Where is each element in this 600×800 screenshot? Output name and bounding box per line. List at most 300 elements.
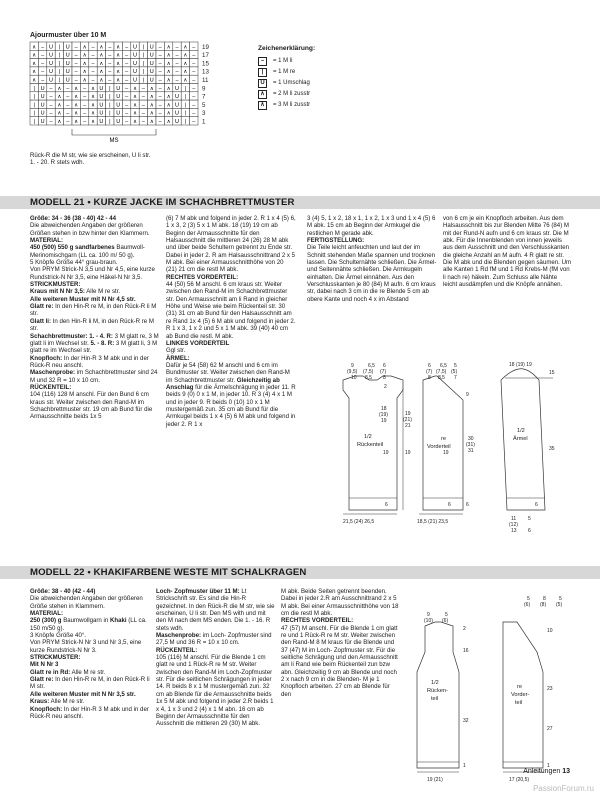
chart-cell-symbol: U (49, 77, 53, 84)
text-run: Maschenprobe: (156, 632, 202, 640)
text-run: Knopfloch: (30, 354, 63, 362)
text-run: Die Teile leicht anfeuchten und laut der im Schnitt stehenden Maße spannen und trocknen lassen. Die Schulternähte schließen. Die Ärmel- und Seitennähte schließen. Die Armkugeln einhalten. Die Ärmel einnähen. Aus den Verschlusskanten je 80 (84) M aufn. 6 cm kraus str, dabei nach 3 cm in die re Blende 5 cm ab obere Kante und noch 4 x im Abstand (307, 244, 437, 303)
chart-cell-symbol: U (40, 102, 45, 109)
chart-cell-symbol: U (116, 85, 121, 92)
chart-cell-symbol: – (41, 60, 45, 67)
chart-cell-symbol: U (40, 85, 45, 92)
chart-cell-symbol: – (49, 102, 53, 109)
chart-cell-symbol: | (33, 94, 35, 101)
text-run: (6) 7 M abk und folgend in jeder 2. R 1 x 4 (5) 6, 1 x 3, 2 (3) 5 x 1 M abk. 18 (19) 19 cm ab Beginn der Armausschnitte für den Halsausschnitt die mittleren 24 (26) 28 M abk und über beide Schultern getrennt zu Ende str. Dabei in jeder 2. R am Halsausschnittrand 2 x 5 M abk. Bei einer Armausschnitthöhe von 20 (21) 21 cm die restl M abk. (166, 215, 296, 274)
chart-cell-symbol: – (66, 102, 70, 109)
text-paragraph (30, 288, 160, 295)
chart-cell-symbol: ∧ (90, 85, 96, 92)
text-run: Baumwollgarn in (61, 617, 110, 625)
chart-cell-symbol: ∧ (116, 60, 121, 67)
m21-sleeve-len: 35 (549, 446, 555, 452)
text-paragraph (30, 610, 150, 617)
chart-cell-symbol: – (141, 94, 145, 101)
chart-cell-symbol: – (83, 102, 87, 109)
chart-cell-symbol: – (125, 60, 129, 67)
m22-front-top-a-2: (6) (524, 602, 531, 608)
m22-back-top-a-2: (10) (424, 618, 433, 624)
watermark: PassionForum.ru (533, 784, 594, 793)
text-run: Größe: 38 - 40 (42 - 44) (30, 588, 96, 595)
chart-title: Ajourmuster über 10 M (30, 32, 107, 39)
m21-front-bottom: 6 (448, 502, 451, 508)
chart-cell-symbol: ∧ (74, 102, 79, 109)
m21-back-top-c-3: 8 (383, 375, 386, 381)
m21-sleeve-w2-1: 5 (528, 516, 531, 522)
chart-cell-symbol: – (83, 94, 87, 101)
m22-back-outline (417, 622, 459, 768)
chart-cell-symbol: ∧ (166, 119, 171, 125)
text-run: FERTIGSTELLUNG: (307, 237, 365, 245)
chart-cell-symbol: | (109, 119, 111, 125)
chart-cell-symbol: U (175, 110, 179, 117)
chart-cell-symbol: U (149, 77, 154, 84)
chart-cell-symbol: | (142, 69, 145, 76)
legend-label: = 2 M li zusstr (273, 91, 311, 98)
chart-cell-symbol: ∧ (32, 60, 37, 67)
m21-back-bottom: 6 (385, 502, 388, 508)
text-paragraph (30, 706, 150, 721)
chart-cell-symbol: ∧ (82, 44, 87, 51)
text-run: Lt Strickschrift str. Es sind die Hin-R gezeichnet. In den Rück-R die M str, wie sie erscheinen, U li str. Den MS with und mit den M nach dem MS enden. Die 1. - 16. R stets wdh. (156, 588, 275, 632)
m22-front-bottom: 1 (547, 763, 550, 769)
text-paragraph (30, 617, 150, 632)
chart-cell-symbol: ∧ (116, 52, 121, 59)
chart-cell-symbol: U (49, 52, 53, 59)
chart-cell-symbol: – (125, 102, 129, 109)
chart-cell-symbol: – (91, 44, 95, 51)
chart-cell-symbol: – (158, 85, 162, 92)
chart-cell-symbol: U (149, 60, 154, 67)
chart-cell-symbol: ∧ (90, 94, 96, 101)
text-run: MATERIAL: (30, 610, 64, 618)
m21-back-h-19a: (19) (379, 412, 388, 418)
m22-col-3 (281, 588, 401, 698)
chart-cell-symbol: ∧ (82, 60, 87, 67)
text-run: Glatt re: (30, 676, 54, 684)
chart-cell-symbol: – (158, 44, 162, 51)
text-paragraph (30, 588, 150, 595)
m21-sleeve-top: 18 (19) 19 (509, 362, 532, 368)
chart-cell-symbol: – (49, 85, 53, 92)
text-paragraph (30, 595, 150, 610)
text-run: RECHTES VORDERTEIL: (166, 273, 239, 281)
m21-sleeve-w1-2: (12) (509, 522, 518, 528)
text-run: Schachbrettmuster: 1. - 4. R: (30, 332, 113, 340)
text-paragraph (30, 237, 160, 244)
m21-back-top-a-2: (9,5) (347, 369, 358, 375)
text-run: Khaki (109, 617, 127, 625)
text-paragraph (166, 355, 296, 362)
text-run: Glatt li: (30, 317, 51, 325)
chart-cell-symbol: ∧ (166, 44, 171, 51)
legend-item (258, 56, 315, 67)
chart-cell-symbol: – (158, 119, 162, 125)
m22-col-2 (156, 588, 276, 728)
text-paragraph (156, 632, 276, 647)
chart-cell-symbol: – (49, 94, 53, 101)
text-paragraph (30, 259, 160, 266)
chart-cell-symbol: U (65, 52, 70, 59)
ms-bracket (72, 129, 156, 135)
text-paragraph (30, 632, 150, 639)
chart-cell-symbol: – (125, 119, 129, 125)
chart-cell-symbol: U (175, 102, 179, 109)
chart-cell-symbol: U (175, 85, 179, 92)
text-paragraph (443, 215, 573, 288)
m21-sleeve-label-1: 1/2 (517, 428, 525, 434)
chart-cell-symbol: | (184, 85, 187, 92)
chart-cell-symbol: ∧ (90, 110, 96, 117)
text-paragraph (30, 215, 160, 222)
text-paragraph (30, 369, 160, 384)
chart-cell-symbol: – (108, 77, 112, 84)
text-paragraph (281, 617, 401, 624)
chart-cell-symbol: ∧ (166, 69, 171, 76)
m21-back-h2-3: 21 (405, 423, 411, 429)
chart-cell-symbol: | (184, 102, 187, 109)
lace-pattern-chart (30, 42, 235, 150)
m21-sleeve-w2-2: 6 (528, 528, 531, 534)
chart-cell-symbol: – (74, 69, 78, 76)
chart-cell-symbol: | (109, 85, 111, 92)
m22-front-top-b-1: 8 (543, 596, 546, 602)
chart-cell-symbol: | (184, 110, 187, 117)
chart-cell-symbol: U (49, 60, 53, 67)
text-run: Ggl str. (166, 347, 186, 355)
m21-sleeve-bottom: 6 (535, 502, 538, 508)
text-run: von 6 cm je ein Knopfloch arbeiten. Aus dem Halsausschnitt bis zur Blenden Mitte 76 (84) M mit der Rund-N aufn und 6 cm kraus str. Die M abk. Für die Innenblenden von innen jeweils aus dem Ausschnitt und den Verschlusskanten die gleiche Anzahl an M aufn. 4 R glatt re str. Die M abk und die Blenden gegen säumen. Um alle Kanten 1 Rd fM und 1 Rd Krebs-M (fM von li nach re) häkeln. Zum Schluss alle Nähte leicht ausdämpfen und die Knöpfe annähen. (443, 215, 572, 289)
text-paragraph (30, 654, 150, 661)
chart-cell-symbol: | (58, 69, 61, 76)
m22-back-label-1: 1/2 (431, 680, 439, 686)
chart-cell-symbol: U (133, 60, 137, 67)
chart-cell-symbol: ∧ (116, 44, 121, 51)
text-run: MATERIAL: (30, 237, 64, 245)
legend-item (258, 100, 315, 111)
m21-front-top-a-1: 6 (428, 363, 431, 369)
text-paragraph (30, 303, 160, 318)
m21-schematic (305, 340, 585, 534)
chart-cell-symbol: – (175, 52, 179, 59)
chart-cell-symbol: U (49, 69, 53, 76)
m22-back-len: 32 (463, 718, 469, 724)
text-run: In den Hin-R re M, in den Rück-R li M str. (30, 676, 150, 691)
chart-cell-symbol: ∧ (82, 52, 87, 59)
chart-cell-symbol: ∧ (82, 69, 87, 76)
chart-cell-symbol: U (149, 69, 154, 76)
chart-cell-symbol: U (99, 85, 104, 92)
chart-cell-symbol: ∧ (99, 52, 104, 59)
chart-cell-symbol: ∧ (183, 77, 188, 84)
text-run: Die abweichenden Angaben der größeren Größen stehen in bzw hinter den Klammern. (30, 222, 150, 237)
chart-cell-symbol: ∧ (82, 77, 87, 84)
m22-back-h1: 2 (463, 626, 466, 632)
m21-front-h2-2: (31) (466, 442, 475, 448)
m22-back-label-2: Rücken- (427, 688, 448, 694)
m21-back-label-2: Rückenteil (357, 442, 384, 448)
text-run: Knopfloch: (30, 705, 63, 713)
chart-row-number: 7 (202, 93, 206, 101)
m21-sleeve-cap: 15 (549, 370, 555, 376)
chart-cell-symbol: – (141, 85, 145, 92)
text-run: 104 (116) 128 M anschl. Für den Bund 6 cm kraus str. Weiter zwischen den Rand-M im Schachbrettmuster str. 19 cm ab Bund für die Armausschnitte beids 1x 5 (30, 391, 153, 421)
m21-back-mid: 19 (383, 450, 389, 456)
m21-front-top-a-2: (7) (426, 369, 433, 375)
chart-cell-symbol: – (66, 85, 70, 92)
text-paragraph (166, 347, 296, 354)
chart-cell-symbol: | (109, 94, 111, 101)
m21-back-mid2: 19 (405, 450, 411, 456)
chart-cell-symbol: ∧ (99, 44, 104, 51)
chart-row-number: 11 (202, 77, 209, 84)
chart-cell-symbol: – (141, 119, 145, 125)
text-run: Mit N Nr 3 (30, 661, 59, 669)
chart-cell-symbol: | (33, 85, 35, 92)
chart-cell-symbol: U (40, 110, 45, 117)
chart-cell-symbol: ∧ (116, 69, 121, 76)
m21-back-width: 21,5 (24) 26,5 (343, 519, 375, 525)
text-run: (LL ca. 150 m/50 g). (30, 617, 147, 632)
chart-cell-symbol: – (108, 60, 112, 67)
m22-front-h1: 10 (547, 628, 553, 634)
chart-cell-symbol: – (125, 44, 129, 51)
chart-cell-symbol: – (41, 44, 45, 51)
m21-back-top-c-2: (7) (380, 369, 387, 375)
chart-cell-symbol: ∧ (90, 102, 96, 109)
text-paragraph (30, 318, 160, 333)
chart-cell-symbol: ∧ (99, 60, 104, 67)
m21-back-top-b-1: 6,5 (368, 363, 375, 369)
m22-back-top-a-1: 9 (427, 612, 430, 618)
text-run: Alle weiteren Muster mit N Nr 4,5 str. (30, 295, 136, 303)
m22-front-label-1: re (517, 684, 522, 690)
chart-cell-symbol: – (91, 52, 95, 59)
text-run: Die abweichenden Angaben der größeren Größe stehen in Klammern. (30, 595, 143, 610)
chart-cell-symbol: | (142, 60, 145, 67)
chart-cell-symbol: ∧ (166, 85, 171, 92)
chart-cell-symbol: – (175, 69, 179, 76)
legend-symbol-icon: | (258, 68, 267, 77)
chart-cell-symbol: | (109, 110, 111, 117)
chart-cell-symbol: ∧ (132, 102, 138, 109)
text-run: In der Hin-R 3 M abk und in der Rück-R neu anschl. (30, 705, 149, 720)
text-run: 3 Knöpfe Größe 40°. (30, 632, 86, 640)
chart-cell-symbol: ∧ (32, 52, 37, 59)
chart-cell-symbol: U (149, 44, 154, 51)
chart-note-2: 1. - 20. R stets wdh. (30, 159, 85, 167)
m21-col-2 (166, 215, 296, 428)
text-run: Alle M re str. (70, 668, 106, 676)
text-paragraph (30, 639, 150, 654)
chart-cell-symbol: – (158, 110, 162, 117)
legend-symbol-icon: – (258, 57, 267, 66)
legend-label: = 1 Umschlag (273, 80, 310, 87)
text-run: Kraus: (30, 698, 50, 706)
text-run: Kraus mit N Nr 3,5: (30, 288, 85, 296)
text-paragraph (166, 274, 296, 281)
chart-cell-symbol: ∧ (99, 69, 104, 76)
m21-back-top-a-3: 10 (351, 375, 357, 381)
text-paragraph (281, 625, 401, 698)
chart-cell-symbol: ∧ (149, 110, 154, 117)
text-paragraph (281, 588, 401, 617)
text-paragraph (30, 222, 160, 237)
m21-front-mid: 19 (443, 450, 449, 456)
m21-front-bottom2: 6 (466, 502, 469, 508)
chart-cell-symbol: – (158, 77, 162, 84)
chart-cell-symbol: U (40, 119, 45, 125)
m22-front-h3: 27 (547, 726, 553, 732)
chart-cell-symbol: U (40, 94, 45, 101)
legend-label: = 3 M li zusstr (273, 102, 311, 109)
chart-cell-symbol: ∧ (166, 94, 171, 101)
legend-item (258, 89, 315, 100)
text-paragraph (30, 296, 160, 303)
chart-cell-symbol: – (158, 60, 162, 67)
chart-cell-symbol: | (58, 77, 61, 84)
chart-cell-symbol: ∧ (166, 60, 171, 67)
chart-cell-symbol: U (116, 119, 121, 125)
text-run: Gleichzeitig ab Anschlag (166, 376, 280, 391)
chart-cell-symbol: – (41, 52, 45, 59)
m21-back-h2-2: (21) (403, 417, 412, 423)
chart-cell-symbol: ∧ (183, 69, 188, 76)
m21-col-3 (307, 215, 437, 303)
chart-cell-symbol: U (175, 94, 179, 101)
text-paragraph (307, 215, 437, 237)
text-run: Glatt re: (30, 303, 54, 311)
chart-cell-symbol: ∧ (149, 119, 154, 125)
text-run: Von PRYM Strick-N 3,5 und Nr 4,5, eine kurze Rundstrick-N Nr 3,5, eine Häkel-N Nr 3,5. (30, 266, 155, 281)
text-paragraph (30, 266, 160, 281)
footer-label: Anleitungen (523, 768, 561, 775)
text-run: im Loch- Zopfmuster sind 27,5 M und 36 R = 10 x 10 cm. (156, 632, 272, 647)
m22-front-label-2: Vorder- (511, 692, 530, 698)
chart-cell-symbol: ∧ (149, 102, 154, 109)
chart-cell-symbol: ∧ (132, 94, 138, 101)
m21-back-h2-1: 19 (405, 411, 411, 417)
legend-item (258, 78, 315, 89)
m21-front-top-c-2: (5) (451, 369, 458, 375)
chart-cell-symbol: U (65, 60, 70, 67)
text-run: Von PRYM Strick-N Nr 3 und Nr 3,5, eine kurze Rundstrick-N Nr 3. (30, 639, 142, 654)
m22-back-bottom: 1 (463, 763, 466, 769)
chart-cell-symbol: – (158, 69, 162, 76)
chart-cell-symbol: – (192, 102, 196, 109)
chart-cell-symbol: ∧ (132, 119, 138, 125)
text-paragraph (307, 237, 437, 244)
m22-back-top-b-1: 5 (445, 612, 448, 618)
chart-cell-symbol: U (133, 77, 137, 84)
text-paragraph (30, 281, 160, 288)
m22-front-label-3: teil (515, 700, 523, 706)
m21-front-outline (423, 376, 463, 510)
chart-cell-symbol: ∧ (32, 77, 37, 84)
chart-cell-symbol: – (74, 44, 78, 51)
text-run: Größe: 34 - 36 (38 - 40) 42 - 44 (30, 215, 117, 222)
m21-sleeve-label-2: Ärmel (513, 436, 528, 442)
text-paragraph (30, 384, 160, 391)
chart-cell-symbol: ∧ (149, 85, 154, 92)
chart-cell-symbol: ∧ (74, 94, 79, 101)
chart-cell-symbol: – (66, 119, 70, 125)
page-number: 13 (562, 768, 570, 775)
chart-cell-symbol: – (41, 77, 45, 84)
m22-back-h2: 16 (463, 648, 469, 654)
chart-cell-symbol: – (91, 77, 95, 84)
chart-cell-symbol: – (192, 77, 196, 84)
chart-cell-symbol: U (175, 119, 179, 125)
chart-cell-symbol: – (49, 110, 53, 117)
chart-cell-symbol: – (175, 60, 179, 67)
chart-cell-symbol: ∧ (32, 69, 37, 76)
m22-schematic (405, 592, 595, 782)
chart-cell-symbol: ∧ (183, 52, 188, 59)
chart-cell-symbol: U (133, 69, 137, 76)
chart-row-number: 17 (202, 52, 209, 60)
text-run: In der Hin-R 3 M abk und in der Rück-R neu anschl. (30, 354, 149, 369)
chart-cell-symbol: ∧ (183, 60, 188, 67)
text-run: Baumwoll-Merinomischgarn (LL ca. 100 m/ 50 g). (30, 244, 145, 259)
chart-cell-symbol: – (125, 69, 129, 76)
legend-label: = 1 M re (273, 69, 296, 76)
legend-symbol-icon: ⊼ (258, 101, 267, 110)
text-run: 3 M glatt re, 3 M glatt li im Wechsel str. (30, 332, 159, 347)
chart-cell-symbol: U (149, 52, 154, 59)
chart-cell-symbol: U (65, 44, 70, 51)
legend-title: Zeichenerklärung: (258, 45, 316, 52)
m21-front-h-9: 9 (466, 392, 469, 398)
chart-cell-symbol: U (65, 77, 70, 84)
legend (258, 45, 315, 111)
chart-cell-symbol: U (49, 44, 53, 51)
text-paragraph (156, 647, 276, 654)
chart-cell-symbol: – (192, 85, 196, 92)
chart-cell-symbol: – (83, 119, 87, 125)
chart-cell-symbol: | (33, 119, 35, 125)
legend-label: = 1 M li (273, 58, 293, 65)
chart-cell-symbol: – (83, 85, 87, 92)
chart-cell-symbol: | (109, 102, 111, 109)
m22-front-width: 17 (20,5) (509, 777, 530, 783)
chart-row-number: 1 (202, 118, 206, 126)
text-run: Loch- Zopfmuster über 11 M: (156, 588, 240, 595)
text-paragraph (30, 333, 160, 355)
text-run: Glatt re in Rd: (30, 668, 71, 676)
m21-back-h-18: 18 (381, 406, 387, 412)
chart-cell-symbol: – (158, 52, 162, 59)
chart-cell-symbol: – (192, 94, 196, 101)
chart-cell-symbol: – (192, 119, 196, 125)
text-run: Alle M re str. (49, 698, 85, 706)
m21-front-top-c-1: 5 (454, 363, 457, 369)
chart-cell-symbol: U (133, 44, 137, 51)
chart-cell-symbol: – (108, 69, 112, 76)
m21-sleeve-w1-1: 11 (511, 516, 517, 522)
chart-cell-symbol: – (175, 77, 179, 84)
chart-cell-symbol: ∧ (32, 44, 37, 51)
chart-row-number: 3 (202, 110, 206, 118)
chart-cell-symbol: | (184, 94, 187, 101)
chart-cell-symbol: – (66, 110, 70, 117)
text-run: Alle M re str. (84, 288, 121, 296)
text-run: im Schachbrettmuster sind 24 M und 32 R = 10 x 10 cm. (30, 369, 158, 384)
text-paragraph (156, 654, 276, 727)
